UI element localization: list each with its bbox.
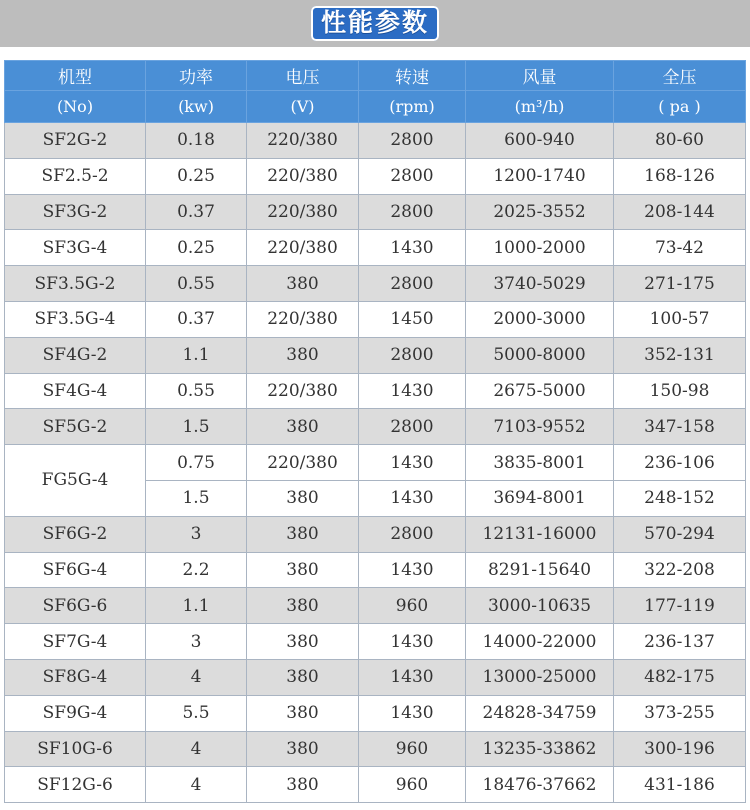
- cell-pressure: 322-208: [614, 552, 746, 588]
- cell-voltage: 220/380: [247, 230, 359, 266]
- unit-pressure: ( pa ): [614, 91, 746, 123]
- cell-airflow: 3740-5029: [466, 266, 614, 302]
- cell-voltage: 380: [247, 266, 359, 302]
- cell-pressure: 100-57: [614, 301, 746, 337]
- table-row: [5, 516, 746, 552]
- table-row: [5, 445, 746, 481]
- cell-power: 2.2: [146, 552, 247, 588]
- table-row: [5, 373, 746, 409]
- table-row: [5, 194, 746, 230]
- header-power: 功率: [146, 61, 247, 91]
- cell-speed: 960: [359, 731, 466, 767]
- cell-speed: 2800: [359, 266, 466, 302]
- cell-power: 5.5: [146, 695, 247, 731]
- cell-pressure: 177-119: [614, 588, 746, 624]
- unit-voltage: (V): [247, 91, 359, 123]
- cell-power: 0.75: [146, 445, 247, 481]
- cell-speed: 2800: [359, 123, 466, 159]
- cell-model: SF5G-2: [5, 409, 146, 445]
- table-row: [5, 588, 746, 624]
- unit-model: (No): [5, 91, 146, 123]
- cell-airflow: 24828-34759: [466, 695, 614, 731]
- cell-voltage: 380: [247, 552, 359, 588]
- header-speed: 转速: [359, 61, 466, 91]
- cell-voltage: 380: [247, 337, 359, 373]
- cell-power: 1.1: [146, 337, 247, 373]
- cell-speed: 1450: [359, 301, 466, 337]
- cell-voltage: 380: [247, 731, 359, 767]
- cell-voltage: 380: [247, 659, 359, 695]
- cell-pressure: 208-144: [614, 194, 746, 230]
- cell-airflow: 13000-25000: [466, 659, 614, 695]
- cell-model: SF3.5G-4: [5, 301, 146, 337]
- cell-speed: 1430: [359, 230, 466, 266]
- cell-airflow: 600-940: [466, 123, 614, 159]
- cell-power: 0.25: [146, 158, 247, 194]
- cell-airflow: 2675-5000: [466, 373, 614, 409]
- cell-voltage: 220/380: [247, 373, 359, 409]
- banner: [0, 0, 750, 47]
- cell-voltage: 380: [247, 480, 359, 516]
- cell-model: SF6G-4: [5, 552, 146, 588]
- unit-power: (kw): [146, 91, 247, 123]
- cell-speed: 1430: [359, 445, 466, 481]
- cell-voltage: 220/380: [247, 445, 359, 481]
- cell-airflow: 3694-8001: [466, 480, 614, 516]
- cell-model: SF7G-4: [5, 624, 146, 660]
- cell-airflow: 1000-2000: [466, 230, 614, 266]
- cell-power: 3: [146, 516, 247, 552]
- cell-model: SF3.5G-2: [5, 266, 146, 302]
- cell-power: 4: [146, 659, 247, 695]
- cell-pressure: 73-42: [614, 230, 746, 266]
- cell-voltage: 220/380: [247, 158, 359, 194]
- cell-pressure: 570-294: [614, 516, 746, 552]
- header-voltage: 电压: [247, 61, 359, 91]
- cell-speed: 1430: [359, 624, 466, 660]
- cell-power: 0.37: [146, 194, 247, 230]
- table-row: [5, 409, 746, 445]
- table-row: [5, 123, 746, 159]
- cell-speed: 960: [359, 767, 466, 803]
- cell-pressure: 347-158: [614, 409, 746, 445]
- page-title: 性能参数: [311, 6, 439, 41]
- cell-speed: 1430: [359, 480, 466, 516]
- cell-pressure: 248-152: [614, 480, 746, 516]
- cell-model: SF8G-4: [5, 659, 146, 695]
- table-row: [5, 659, 746, 695]
- cell-speed: 2800: [359, 409, 466, 445]
- cell-speed: 2800: [359, 194, 466, 230]
- cell-power: 3: [146, 624, 247, 660]
- cell-pressure: 352-131: [614, 337, 746, 373]
- cell-pressure: 431-186: [614, 767, 746, 803]
- cell-model: SF6G-2: [5, 516, 146, 552]
- cell-airflow: 2000-3000: [466, 301, 614, 337]
- table-row: [5, 552, 746, 588]
- cell-airflow: 7103-9552: [466, 409, 614, 445]
- cell-speed: 1430: [359, 552, 466, 588]
- table-row: [5, 695, 746, 731]
- spec-table-container: [4, 60, 746, 803]
- table-row: [5, 731, 746, 767]
- unit-airflow: (m³/h): [466, 91, 614, 123]
- cell-power: 1.5: [146, 480, 247, 516]
- cell-airflow: 3000-10635: [466, 588, 614, 624]
- table-row: [5, 158, 746, 194]
- cell-pressure: 236-137: [614, 624, 746, 660]
- table-row: [5, 624, 746, 660]
- cell-pressure: 150-98: [614, 373, 746, 409]
- cell-voltage: 380: [247, 516, 359, 552]
- cell-pressure: 80-60: [614, 123, 746, 159]
- table-row: [5, 767, 746, 803]
- header-pressure: 全压: [614, 61, 746, 91]
- cell-speed: 1430: [359, 695, 466, 731]
- cell-speed: 1430: [359, 659, 466, 695]
- cell-power: 0.55: [146, 373, 247, 409]
- cell-voltage: 220/380: [247, 194, 359, 230]
- cell-airflow: 1200-1740: [466, 158, 614, 194]
- cell-voltage: 220/380: [247, 301, 359, 337]
- cell-power: 1.5: [146, 409, 247, 445]
- cell-pressure: 482-175: [614, 659, 746, 695]
- cell-model: FG5G-4: [5, 445, 146, 517]
- table-row: [5, 266, 746, 302]
- cell-voltage: 380: [247, 767, 359, 803]
- cell-power: 1.1: [146, 588, 247, 624]
- cell-model: SF2.5-2: [5, 158, 146, 194]
- table-row: [5, 337, 746, 373]
- cell-speed: 1430: [359, 373, 466, 409]
- unit-speed: (rpm): [359, 91, 466, 123]
- header-row-units: [5, 91, 746, 123]
- cell-voltage: 380: [247, 409, 359, 445]
- spec-table: [4, 60, 746, 803]
- spec-table-body: [5, 123, 746, 803]
- cell-airflow: 12131-16000: [466, 516, 614, 552]
- header-airflow: 风量: [466, 61, 614, 91]
- table-row: [5, 301, 746, 337]
- cell-pressure: 271-175: [614, 266, 746, 302]
- cell-airflow: 2025-3552: [466, 194, 614, 230]
- cell-voltage: 380: [247, 624, 359, 660]
- table-row: [5, 230, 746, 266]
- cell-speed: 2800: [359, 158, 466, 194]
- cell-model: SF6G-6: [5, 588, 146, 624]
- cell-model: SF4G-2: [5, 337, 146, 373]
- header-row-names: [5, 61, 746, 91]
- cell-airflow: 13235-33862: [466, 731, 614, 767]
- cell-airflow: 8291-15640: [466, 552, 614, 588]
- cell-pressure: 168-126: [614, 158, 746, 194]
- cell-speed: 960: [359, 588, 466, 624]
- header-model: 机型: [5, 61, 146, 91]
- cell-airflow: 3835-8001: [466, 445, 614, 481]
- cell-pressure: 236-106: [614, 445, 746, 481]
- cell-pressure: 300-196: [614, 731, 746, 767]
- cell-pressure: 373-255: [614, 695, 746, 731]
- cell-speed: 2800: [359, 337, 466, 373]
- cell-speed: 2800: [359, 516, 466, 552]
- cell-airflow: 14000-22000: [466, 624, 614, 660]
- cell-voltage: 220/380: [247, 123, 359, 159]
- cell-power: 4: [146, 731, 247, 767]
- cell-model: SF10G-6: [5, 731, 146, 767]
- cell-voltage: 380: [247, 588, 359, 624]
- cell-model: SF2G-2: [5, 123, 146, 159]
- cell-power: 0.25: [146, 230, 247, 266]
- cell-power: 0.37: [146, 301, 247, 337]
- cell-model: SF12G-6: [5, 767, 146, 803]
- cell-power: 0.55: [146, 266, 247, 302]
- cell-model: SF4G-4: [5, 373, 146, 409]
- cell-airflow: 18476-37662: [466, 767, 614, 803]
- cell-voltage: 380: [247, 695, 359, 731]
- cell-power: 4: [146, 767, 247, 803]
- cell-model: SF3G-4: [5, 230, 146, 266]
- cell-model: SF9G-4: [5, 695, 146, 731]
- cell-model: SF3G-2: [5, 194, 146, 230]
- cell-power: 0.18: [146, 123, 247, 159]
- cell-airflow: 5000-8000: [466, 337, 614, 373]
